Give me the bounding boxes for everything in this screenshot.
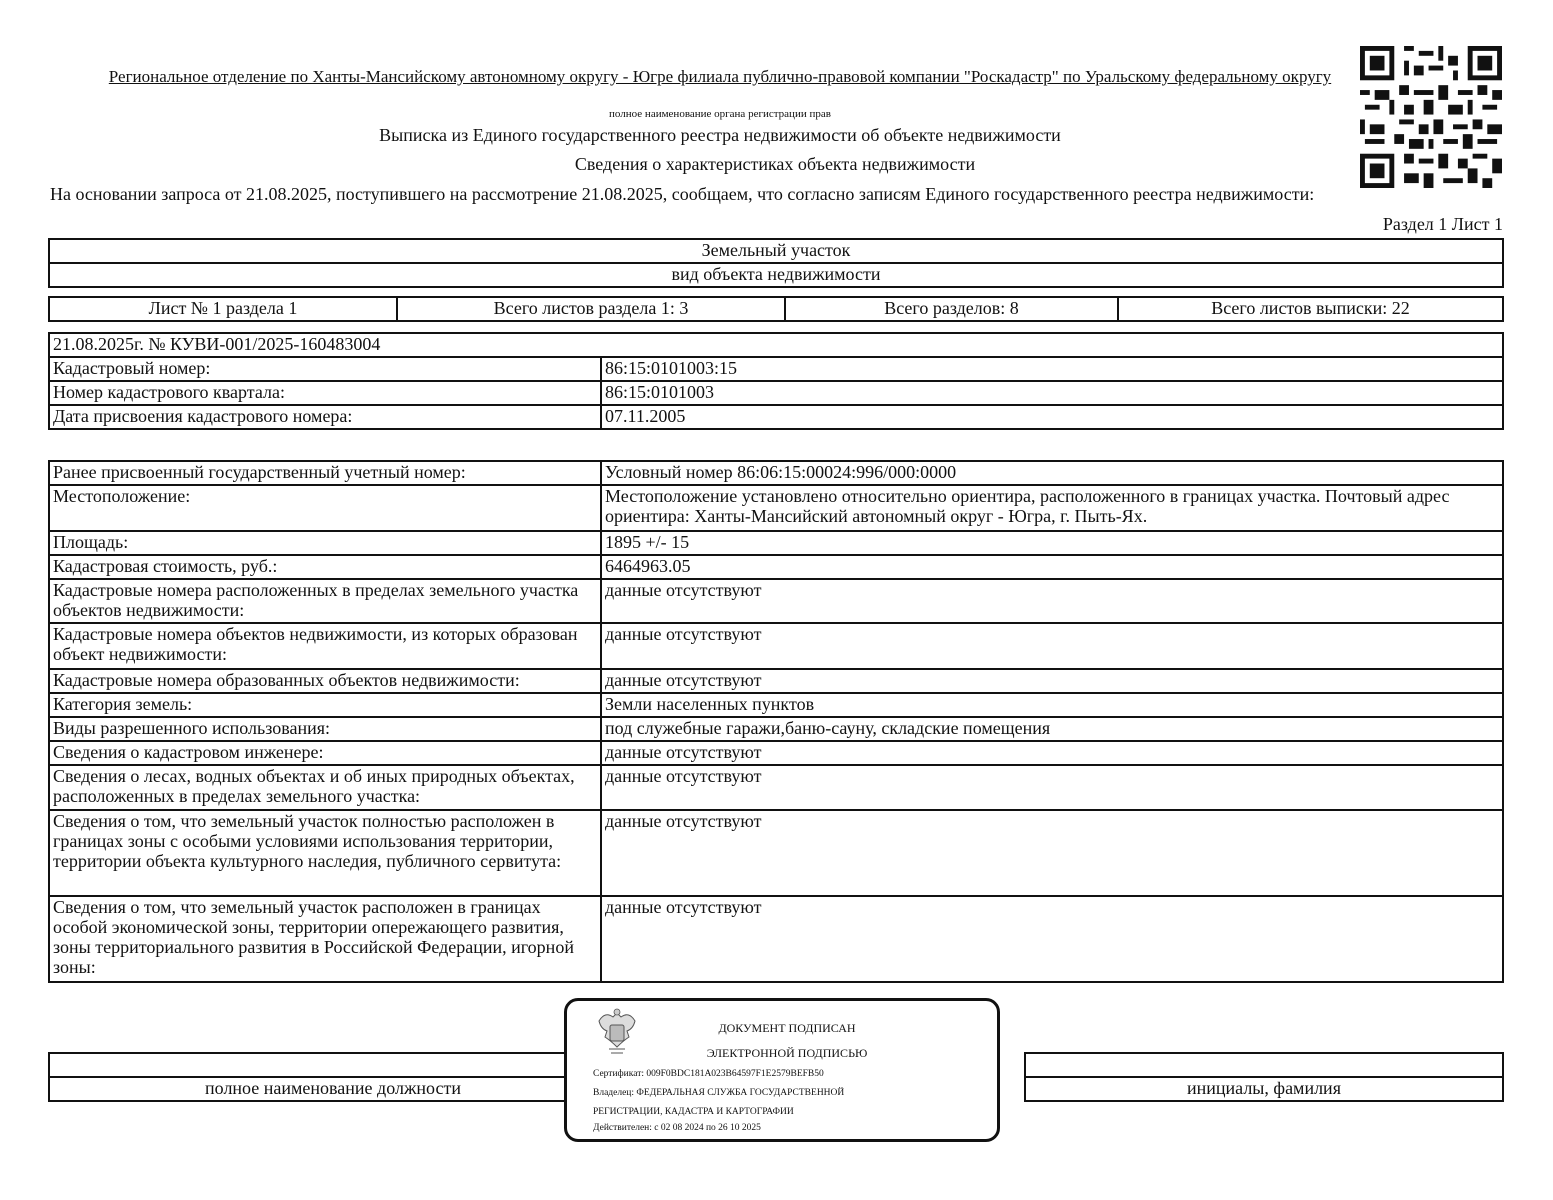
row-value: данные отсутствуют — [601, 896, 1503, 982]
row-value: данные отсутствуют — [601, 765, 1503, 810]
row-value: данные отсутствуют — [601, 741, 1503, 765]
row-value: Земли населенных пунктов — [601, 693, 1503, 717]
row-value: 07.11.2005 — [601, 405, 1503, 429]
qr-code-icon — [1358, 46, 1504, 188]
row-value: Условный номер 86:06:15:00024:996/000:0000 — [601, 461, 1503, 485]
row-label: Ранее присвоенный государственный учетный номер: — [49, 461, 601, 485]
row-value: 1895 +/- 15 — [601, 531, 1503, 555]
details-table — [48, 460, 1504, 983]
stamp-validity: Действителен: с 02 08 2024 по 26 10 2025 — [593, 1123, 761, 1133]
row-value: под служебные гаражи,баню-сауну, складские помещения — [601, 717, 1503, 741]
name-caption: инициалы, фамилия — [1025, 1077, 1503, 1101]
table-row — [49, 555, 1503, 579]
row-label: Сведения о кадастровом инженере: — [49, 741, 601, 765]
table-row — [49, 461, 1503, 485]
table-row — [49, 579, 1503, 623]
organization-name: Региональное отделение по Ханты-Мансийскому автономному округу - Югре филиала публично-правовой компании "Роскадастр" по Уральскому федеральному округу — [108, 67, 1332, 86]
stamp-certificate: Сертификат: 009F0BDC181A023B64597F1E2579BEFB50 — [593, 1069, 824, 1079]
row-label: Местоположение: — [49, 485, 601, 531]
row-value: данные отсутствуют — [601, 810, 1503, 896]
table-row — [49, 717, 1503, 741]
stamp-owner-line2: РЕГИСТРАЦИИ, КАДАСТРА И КАРТОГРАФИИ — [593, 1107, 794, 1117]
table-row — [49, 896, 1503, 982]
row-value: данные отсутствуют — [601, 579, 1503, 623]
object-type: Земельный участок — [49, 239, 1503, 263]
row-label: Площадь: — [49, 531, 601, 555]
name-line — [1025, 1053, 1503, 1077]
row-value: Местоположение установлено относительно ориентира, расположенного в границах участка. Почтовый адрес ориентира: Ханты-Мансийский автономный округ - Югра, г. Пыть-Ях. — [601, 485, 1503, 531]
row-label: Категория земель: — [49, 693, 601, 717]
organization-caption: полное наименование органа регистрации прав — [609, 108, 831, 120]
row-label: Дата присвоения кадастрового номера: — [49, 405, 601, 429]
intro-text: На основании запроса от 21.08.2025, поступившего на рассмотрение 21.08.2025, сообщаем, что согласно записям Единого государственного реестра недвижимости: — [50, 184, 1315, 204]
sheets-in-section: Всего листов раздела 1: 3 — [397, 297, 785, 321]
table-row — [49, 669, 1503, 693]
document-subtitle: Сведения о характеристиках объекта недвижимости — [574, 154, 976, 174]
row-value: 86:15:0101003 — [601, 381, 1503, 405]
table-row — [49, 357, 1503, 381]
row-label: Кадастровые номера образованных объектов недвижимости: — [49, 669, 601, 693]
object-type-table — [48, 238, 1504, 288]
main-info-table — [48, 332, 1504, 430]
table-row — [49, 623, 1503, 669]
table-row — [49, 810, 1503, 896]
table-row — [49, 693, 1503, 717]
row-label: Виды разрешенного использования: — [49, 717, 601, 741]
e-signature-stamp — [564, 998, 1000, 1142]
row-label: Кадастровые номера объектов недвижимости, из которых образован объект недвижимости: — [49, 623, 601, 669]
sheet-info-table — [48, 296, 1504, 322]
stamp-owner-line1: Владелец: ФЕДЕРАЛЬНАЯ СЛУЖБА ГОСУДАРСТВЕННОЙ — [593, 1088, 845, 1098]
row-label: Кадастровые номера расположенных в пределах земельного участка объектов недвижимости: — [49, 579, 601, 623]
row-value: данные отсутствуют — [601, 669, 1503, 693]
row-value: данные отсутствуют — [601, 623, 1503, 669]
table-row — [49, 405, 1503, 429]
row-label: Кадастровый номер: — [49, 357, 601, 381]
document-title: Выписка из Единого государственного реестра недвижимости об объекте недвижимости — [379, 125, 1061, 145]
table-row — [49, 765, 1503, 810]
row-label: Сведения о лесах, водных объектах и об иных природных объектах, расположенных в пределах земельного участка: — [49, 765, 601, 810]
sheets-total: Всего листов выписки: 22 — [1118, 297, 1503, 321]
row-label: Сведения о том, что земельный участок полностью расположен в границах зоны с особыми условиями использования территории, территории объекта культурного наследия, публичного сервитута: — [49, 810, 601, 896]
row-value: 6464963.05 — [601, 555, 1503, 579]
request-id: 21.08.2025г. № КУВИ-001/2025-160483004 — [49, 333, 1503, 357]
section-sheet-label: Раздел 1 Лист 1 — [1382, 214, 1503, 234]
table-row — [49, 381, 1503, 405]
stamp-title-line2: ЭЛЕКТРОННОЙ ПОДПИСЬЮ — [706, 1046, 868, 1060]
row-label: Сведения о том, что земельный участок расположен в границах особой экономической зоны, территории опережающего развития, зоны территориального развития в Российской Федерации, игорной зоны: — [49, 896, 601, 982]
row-label: Номер кадастрового квартала: — [49, 381, 601, 405]
position-line — [49, 1053, 617, 1077]
row-value: 86:15:0101003:15 — [601, 357, 1503, 381]
position-caption: полное наименование должности — [49, 1077, 617, 1101]
row-label: Кадастровая стоимость, руб.: — [49, 555, 601, 579]
table-row — [49, 741, 1503, 765]
object-type-caption: вид объекта недвижимости — [49, 263, 1503, 287]
stamp-title-line1: ДОКУМЕНТ ПОДПИСАН — [718, 1021, 856, 1035]
sheet-number: Лист № 1 раздела 1 — [49, 297, 397, 321]
table-row — [49, 485, 1503, 531]
sections-total: Всего разделов: 8 — [785, 297, 1118, 321]
table-row — [49, 531, 1503, 555]
